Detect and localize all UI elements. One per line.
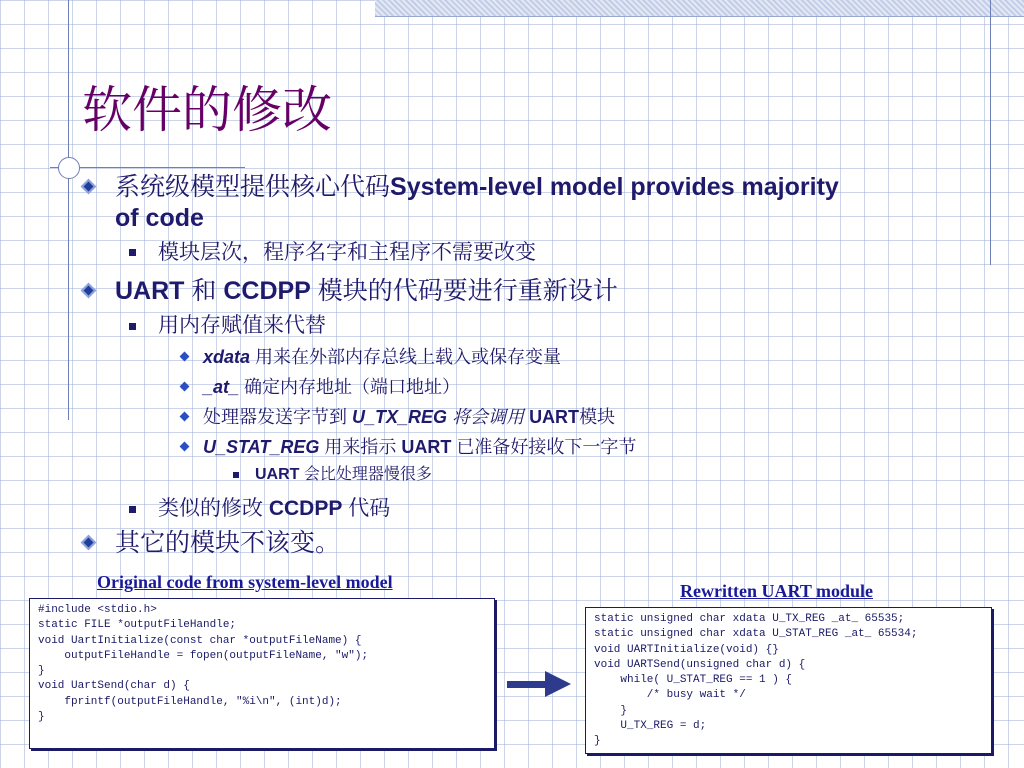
- bullet-uart-ccdpp: UART 和 CCDPP 模块的代码要进行重新设计: [115, 277, 618, 305]
- code-line: void UARTInitialize(void) {}: [594, 643, 779, 656]
- code-line: }: [38, 711, 45, 724]
- code-line: void UartInitialize(const char *outputFileName) {: [38, 634, 362, 647]
- arrow-right-icon: [507, 681, 547, 688]
- code-line: static unsigned char xdata U_STAT_REG _at_ 65534;: [594, 628, 918, 641]
- code-line: /* busy wait */: [594, 689, 746, 702]
- code-line: }: [594, 704, 628, 717]
- code-line: }: [38, 665, 45, 678]
- square-bullet-icon: [129, 249, 136, 256]
- square-bullet-icon: [129, 506, 136, 513]
- sub-sub-bullet-xdata: xdata 用来在外部内存总线上载入或保存变量: [203, 347, 562, 367]
- sub-sub-bullet-at: _at_ 确定内存地址（端口地址）: [203, 377, 461, 397]
- code-line: #include <stdio.h>: [38, 604, 157, 616]
- sub-sub-bullet-tx-reg: 处理器发送字节到 U_TX_REG 将会调用 UART模块: [203, 407, 616, 427]
- code-line: U_TX_REG = d;: [594, 720, 707, 733]
- sub-sub-sub-bullet-uart-slow: UART 会比处理器慢很多: [255, 466, 432, 483]
- code-box-rewritten: [585, 607, 992, 754]
- diamond-bullet-icon: [81, 179, 97, 195]
- small-diamond-bullet-icon: [180, 382, 190, 392]
- diamond-bullet-icon: [81, 535, 97, 551]
- code-box-original: [29, 598, 495, 749]
- sub-bullet-ccdpp: 类似的修改 CCDPP 代码: [158, 497, 391, 520]
- arrow-head-icon: [545, 671, 571, 697]
- bullet-system-level: 系统级模型提供核心代码System-level model provides majority of code: [115, 173, 839, 232]
- code-line: fprintf(outputFileHandle, "%i\n", (int)d);: [38, 695, 342, 708]
- code-line: static FILE *outputFileHandle;: [38, 619, 237, 632]
- slide-title: 软件的修改: [82, 81, 332, 139]
- code-line: outputFileHandle = fopen(outputFileName, "w");: [38, 649, 369, 662]
- decorative-circle: [58, 157, 80, 179]
- sub-bullet-memory-assign: 用内存赋值来代替: [158, 314, 326, 337]
- sub-bullet-hierarchy: 模块层次，程序名字和主程序不需要改变: [158, 241, 536, 264]
- caption-original-code: Original code from system-level model: [97, 572, 393, 592]
- code-line: while( U_STAT_REG == 1 ) {: [594, 674, 793, 687]
- small-diamond-bullet-icon: [180, 352, 190, 362]
- square-bullet-icon: [129, 323, 136, 330]
- code-line: static unsigned char xdata U_TX_REG _at_ 65535;: [594, 613, 905, 625]
- diamond-bullet-icon: [81, 283, 97, 299]
- code-line: void UARTSend(unsigned char d) {: [594, 658, 806, 671]
- left-vertical-rule: [68, 0, 69, 420]
- caption-rewritten-uart: Rewritten UART module: [680, 581, 874, 601]
- code-line: void UartSend(char d) {: [38, 680, 190, 693]
- code-line: }: [594, 735, 601, 748]
- sub-sub-bullet-stat-reg: U_STAT_REG 用来指示 UART 已准备好接收下一字节: [203, 437, 637, 457]
- small-diamond-bullet-icon: [180, 412, 190, 422]
- bullet-other-modules: 其它的模块不该变。: [115, 529, 341, 557]
- small-diamond-bullet-icon: [180, 442, 190, 452]
- square-bullet-icon: [233, 472, 239, 478]
- top-decorative-bar: [375, 0, 1024, 17]
